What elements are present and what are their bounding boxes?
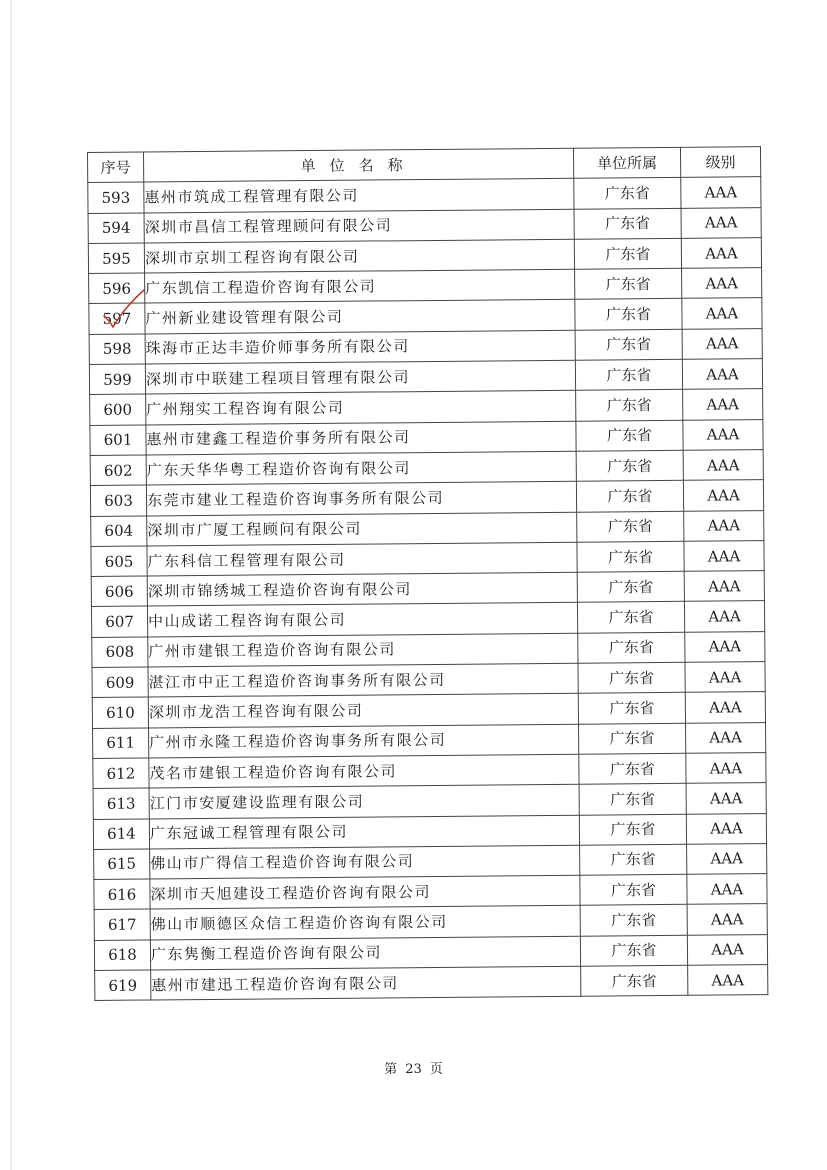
- row-province: 广东省: [574, 238, 681, 269]
- row-province: 广东省: [579, 784, 686, 815]
- header-serial-number: 序号: [88, 152, 144, 183]
- row-level: AAA: [683, 419, 763, 450]
- row-province: 广东省: [577, 571, 684, 602]
- row-level: AAA: [686, 722, 766, 753]
- row-company-name: 广东凯信工程造价咨询有限公司: [145, 269, 575, 303]
- row-serial-number: 609: [92, 667, 148, 698]
- row-serial-number: 596: [89, 273, 145, 304]
- row-level: AAA: [685, 631, 765, 662]
- row-company-name: 佛山市顺德区众信工程造价咨询有限公司: [150, 906, 580, 940]
- row-company-name: 深圳市广厦工程顾问有限公司: [147, 512, 577, 546]
- row-level: AAA: [687, 874, 767, 905]
- row-province: 广东省: [578, 662, 685, 693]
- header-province: 单位所属: [573, 147, 680, 178]
- row-company-name: 广州翔实工程咨询有限公司: [146, 391, 576, 425]
- row-serial-number: 607: [91, 606, 147, 637]
- row-serial-number: 598: [89, 334, 145, 365]
- row-level: AAA: [682, 328, 762, 359]
- row-company-name: 深圳市龙浩工程咨询有限公司: [148, 694, 578, 728]
- row-level: AAA: [681, 207, 761, 238]
- row-province: 广东省: [578, 632, 685, 663]
- row-province: 广东省: [576, 420, 683, 451]
- row-company-name: 广东科信工程管理有限公司: [147, 542, 577, 576]
- row-province: 广东省: [575, 299, 682, 330]
- row-province: 广东省: [574, 208, 681, 239]
- company-rating-table: [87, 146, 768, 1001]
- footer-prefix: 第: [384, 1062, 398, 1077]
- row-serial-number: 608: [92, 637, 148, 668]
- row-serial-number: 606: [91, 576, 147, 607]
- row-serial-number: 618: [94, 940, 150, 971]
- row-serial-number: 595: [88, 243, 144, 274]
- row-company-name: 广东隽衡工程造价咨询有限公司: [150, 936, 580, 970]
- row-serial-number: 600: [90, 394, 146, 425]
- row-level: AAA: [682, 298, 762, 329]
- header-level: 级别: [680, 147, 760, 178]
- row-level: AAA: [681, 177, 761, 208]
- row-serial-number: 617: [94, 909, 150, 940]
- row-company-name: 佛山市广得信工程造价咨询有限公司: [150, 845, 580, 879]
- page-footer: [0, 1058, 827, 1077]
- row-level: AAA: [688, 965, 768, 996]
- row-province: 广东省: [575, 269, 682, 300]
- row-level: AAA: [682, 359, 762, 390]
- row-company-name: 广东天华华粤工程造价咨询有限公司: [146, 451, 576, 485]
- row-company-name: 中山成诺工程咨询有限公司: [147, 603, 577, 637]
- row-province: 广东省: [579, 723, 686, 754]
- row-level: AAA: [683, 480, 763, 511]
- row-company-name: 茂名市建银工程造价咨询有限公司: [149, 754, 579, 788]
- row-level: AAA: [687, 934, 767, 965]
- row-serial-number: 603: [90, 485, 146, 516]
- row-company-name: 珠海市正达丰造价师事务所有限公司: [145, 330, 575, 364]
- row-province: 广东省: [577, 541, 684, 572]
- row-company-name: 惠州市筑成工程管理有限公司: [144, 179, 574, 213]
- row-level: AAA: [683, 450, 763, 481]
- row-province: 广东省: [576, 390, 683, 421]
- row-company-name: 深圳市京圳工程咨询有限公司: [144, 239, 574, 273]
- row-province: 广东省: [577, 602, 684, 633]
- row-province: 广东省: [580, 844, 687, 875]
- row-level: AAA: [682, 268, 762, 299]
- table-body: [88, 177, 768, 1001]
- row-level: AAA: [685, 662, 765, 693]
- row-province: 广东省: [579, 753, 686, 784]
- row-level: AAA: [687, 843, 767, 874]
- footer-page-number: 23: [405, 1062, 422, 1077]
- row-province: 广东省: [575, 359, 682, 390]
- row-province: 广东省: [580, 905, 687, 936]
- row-level: AAA: [684, 571, 764, 602]
- row-company-name: 深圳市天旭建设工程造价咨询有限公司: [150, 875, 580, 909]
- row-level: AAA: [686, 783, 766, 814]
- row-company-name: 广州市永隆工程造价咨询事务所有限公司: [149, 724, 579, 758]
- row-province: 广东省: [576, 450, 683, 481]
- row-province: 广东省: [577, 511, 684, 542]
- row-serial-number: 616: [94, 879, 150, 910]
- row-serial-number: 613: [93, 788, 149, 819]
- row-company-name: 惠州市建鑫工程造价事务所有限公司: [146, 421, 576, 455]
- row-level: AAA: [687, 904, 767, 935]
- row-serial-number: 593: [88, 182, 144, 213]
- scan-edge-shadow: [10, 0, 12, 1170]
- row-level: AAA: [684, 510, 764, 541]
- row-company-name: 东莞市建业工程造价咨询事务所有限公司: [146, 482, 576, 516]
- row-company-name: 深圳市锦绣城工程造价咨询有限公司: [147, 572, 577, 606]
- row-province: 广东省: [580, 874, 687, 905]
- row-level: AAA: [683, 389, 763, 420]
- row-serial-number: 602: [90, 455, 146, 486]
- row-serial-number: 601: [90, 425, 146, 456]
- table-row: [95, 965, 768, 1001]
- row-company-name: 广州新业建设管理有限公司: [145, 300, 575, 334]
- row-level: AAA: [684, 540, 764, 571]
- row-level: AAA: [681, 238, 761, 269]
- row-company-name: 惠州市建迅工程造价咨询有限公司: [151, 966, 581, 1000]
- footer-suffix: 页: [429, 1062, 443, 1077]
- row-serial-number: 615: [94, 849, 150, 880]
- row-company-name: 江门市安厦建设监理有限公司: [149, 784, 579, 818]
- row-serial-number: 619: [95, 970, 151, 1001]
- row-serial-number: 611: [93, 728, 149, 759]
- row-province: 广东省: [580, 935, 687, 966]
- row-serial-number: 597: [89, 303, 145, 334]
- row-province: 广东省: [574, 178, 681, 209]
- row-province: 广东省: [581, 965, 688, 996]
- row-level: AAA: [686, 753, 766, 784]
- row-company-name: 湛江市中正工程造价咨询事务所有限公司: [148, 663, 578, 697]
- row-level: AAA: [686, 813, 766, 844]
- row-serial-number: 594: [88, 213, 144, 244]
- row-serial-number: 604: [91, 516, 147, 547]
- row-level: AAA: [685, 692, 765, 723]
- row-province: 广东省: [579, 814, 686, 845]
- row-company-name: 深圳市中联建工程项目管理有限公司: [145, 360, 575, 394]
- handwritten-checkmark-icon: [100, 286, 160, 334]
- row-serial-number: 612: [93, 758, 149, 789]
- row-province: 广东省: [575, 329, 682, 360]
- row-level: AAA: [684, 601, 764, 632]
- row-province: 广东省: [576, 481, 683, 512]
- row-serial-number: 614: [93, 819, 149, 850]
- row-company-name: 广州市建银工程造价咨询有限公司: [148, 633, 578, 667]
- row-company-name: 深圳市昌信工程管理顾问有限公司: [144, 209, 574, 243]
- header-company-name: 单位名称: [144, 148, 574, 182]
- row-company-name: 广东冠诚工程管理有限公司: [149, 815, 579, 849]
- row-serial-number: 599: [89, 364, 145, 395]
- row-province: 广东省: [578, 693, 685, 724]
- row-serial-number: 610: [92, 697, 148, 728]
- row-serial-number: 605: [91, 546, 147, 577]
